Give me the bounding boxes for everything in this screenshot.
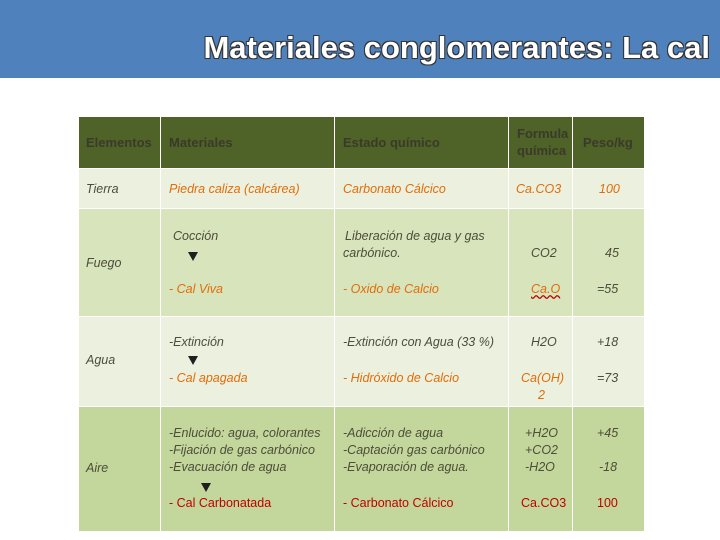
aire-material-3: -Evacuación de agua	[169, 460, 287, 474]
cell-aire-peso	[573, 407, 645, 532]
agua-estado-1: -Extinción con Agua (33 %)	[343, 335, 495, 349]
agua-peso-1: +18	[597, 335, 619, 349]
cell-aire-elemento	[79, 407, 161, 532]
cell-fuego-formula	[509, 209, 573, 317]
header-formula-line1: Formula	[517, 126, 569, 141]
down-arrow-icon	[188, 252, 198, 261]
down-arrow-icon	[188, 356, 198, 365]
fuego-peso-1: 45	[605, 246, 619, 260]
fuego-estado-1a: Liberación de agua y gas	[345, 229, 485, 243]
agua-formula-2b: 2	[538, 388, 545, 402]
aire-estado-3: -Evaporación de agua.	[343, 460, 469, 474]
aire-formula-4: Ca.CO3	[521, 496, 567, 510]
agua-material-1: -Extinción	[169, 335, 224, 349]
tierra-peso: 100	[599, 182, 620, 196]
title-banner	[0, 0, 720, 78]
fuego-formula-1: CO2	[531, 246, 557, 260]
header-cell-materiales	[161, 117, 335, 169]
cell-aire-formula	[509, 407, 573, 532]
fuego-material-2: - Cal Viva	[169, 282, 223, 296]
aire-estado-1: -Adicción de agua	[343, 426, 444, 440]
cell-fuego-material	[161, 209, 335, 317]
cell-agua-material	[161, 317, 335, 407]
fuego-peso-2: =55	[597, 282, 619, 296]
cell-tierra-formula	[509, 169, 573, 209]
aire-material-4: - Cal Carbonatada	[169, 496, 272, 510]
cell-aire-material	[161, 407, 335, 532]
header-elementos: Elementos	[86, 135, 152, 150]
cell-agua-estado	[335, 317, 509, 407]
table-row-agua	[79, 317, 645, 407]
aire-formula-1: +H2O	[525, 426, 559, 440]
tierra-material: Piedra caliza (calcárea)	[169, 182, 300, 196]
aire-estado-2: -Captación gas carbónico	[343, 443, 485, 457]
agua-material-2: - Cal apagada	[169, 371, 248, 385]
agua-peso-2: =73	[597, 371, 619, 385]
fuego-material-1: Cocción	[173, 229, 219, 243]
materials-table	[78, 116, 646, 533]
fuego-elemento: Fuego	[86, 256, 122, 270]
tierra-estado: Carbonato Cálcico	[343, 182, 446, 196]
tierra-elemento: Tierra	[86, 182, 119, 196]
table-row-fuego	[79, 209, 645, 317]
aire-elemento: Aire	[86, 461, 109, 475]
agua-formula-1: H2O	[531, 335, 557, 349]
aire-peso-3: 100	[597, 496, 618, 510]
slide-title: Materiales conglomerantes: La cal	[203, 30, 710, 65]
agua-estado-2: - Hidróxido de Calcio	[343, 371, 460, 385]
table-row-aire	[79, 407, 645, 532]
table-header-row	[79, 117, 645, 169]
fuego-formula-2: Ca.O	[531, 282, 561, 296]
header-materiales: Materiales	[169, 135, 233, 150]
aire-formula-2: +CO2	[525, 443, 559, 457]
header-estado: Estado químico	[343, 135, 440, 150]
cell-tierra-elemento	[79, 169, 161, 209]
aire-material-1: -Enlucido: agua, colorantes	[169, 426, 321, 440]
tierra-formula: Ca.CO3	[516, 182, 562, 196]
fuego-estado-2: - Oxido de Calcio	[343, 282, 439, 296]
header-peso: Peso/kg	[583, 135, 633, 150]
cell-agua-peso	[573, 317, 645, 407]
cell-tierra-estado	[335, 169, 509, 209]
agua-elemento: Agua	[86, 353, 116, 367]
table-row-tierra	[79, 169, 645, 209]
fuego-estado-1b: carbónico.	[343, 246, 401, 260]
cell-fuego-estado	[335, 209, 509, 317]
cell-agua-formula	[509, 317, 573, 407]
cell-tierra-material	[161, 169, 335, 209]
cell-aire-estado	[335, 407, 509, 532]
aire-peso-1: +45	[597, 426, 619, 440]
header-formula-line2: química	[517, 143, 567, 158]
header-cell-estado	[335, 117, 509, 169]
aire-formula-3: -H2O	[525, 460, 555, 474]
agua-formula-2a: Ca(OH)	[521, 371, 565, 385]
header-cell-formula	[509, 117, 573, 169]
cell-tierra-peso	[573, 169, 645, 209]
cell-agua-elemento	[79, 317, 161, 407]
down-arrow-icon	[201, 483, 211, 492]
aire-estado-4: - Carbonato Cálcico	[343, 496, 454, 510]
header-cell-elementos	[79, 117, 161, 169]
cell-fuego-peso	[573, 209, 645, 317]
aire-peso-2: -18	[599, 460, 618, 474]
cell-fuego-elemento	[79, 209, 161, 317]
header-cell-peso	[573, 117, 645, 169]
aire-material-2: -Fijación de gas carbónico	[169, 443, 315, 457]
